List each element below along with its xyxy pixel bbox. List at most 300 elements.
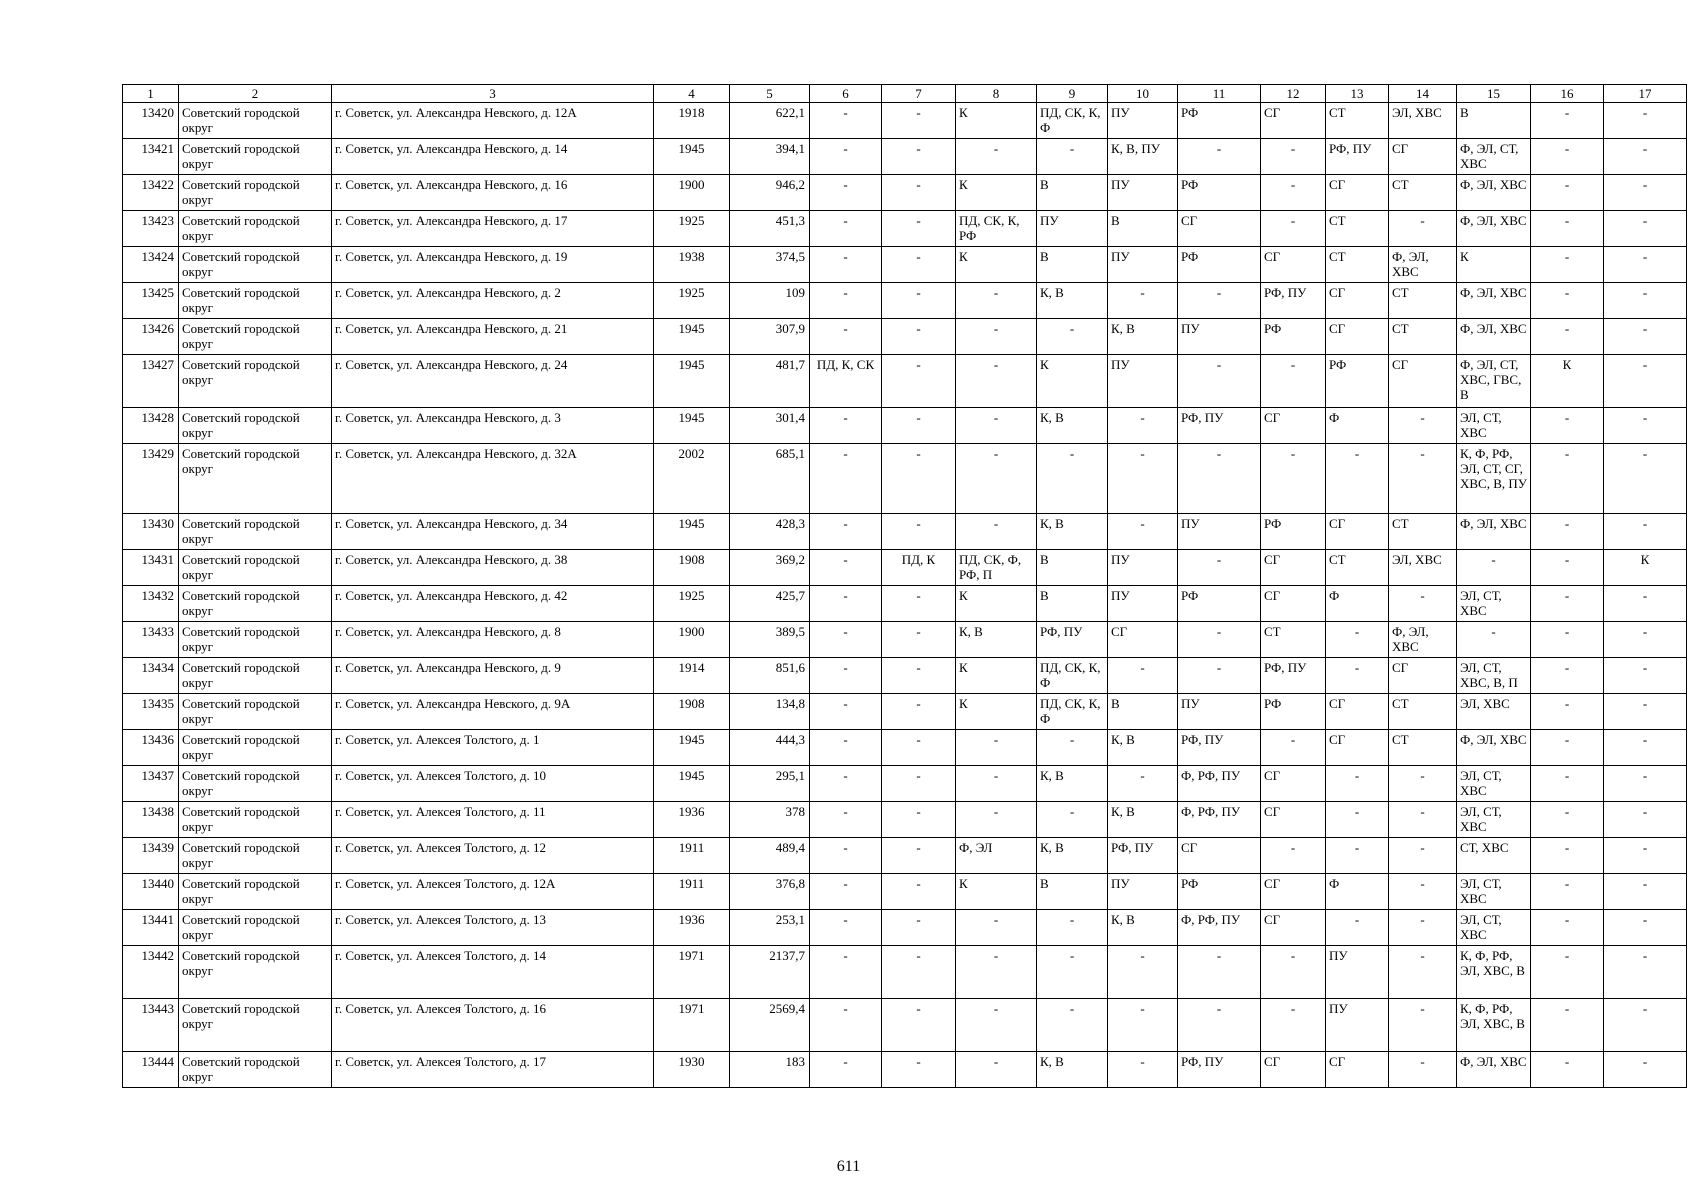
cell-col-7: -	[882, 730, 956, 766]
cell-municipality: Советский городской округ	[179, 658, 332, 694]
cell-col-15: К	[1457, 247, 1531, 283]
cell-col-16: -	[1531, 139, 1604, 175]
cell-col-12: РФ	[1261, 694, 1326, 730]
cell-col-14: -	[1389, 910, 1457, 946]
cell-municipality: Советский городской округ	[179, 550, 332, 586]
table-row	[123, 694, 1687, 730]
cell-col-13: СГ	[1326, 730, 1389, 766]
cell-col-14: -	[1389, 211, 1457, 247]
cell-col-7: -	[882, 319, 956, 355]
cell-col-16: -	[1531, 175, 1604, 211]
column-header-9: 9	[1037, 85, 1108, 103]
cell-municipality: Советский городской округ	[179, 730, 332, 766]
cell-col-11: ПУ	[1178, 514, 1261, 550]
cell-municipality: Советский городской округ	[179, 139, 332, 175]
cell-col-10: К, В	[1108, 730, 1178, 766]
cell-col-12: -	[1261, 444, 1326, 514]
cell-col-14: Ф, ЭЛ, ХВС	[1389, 622, 1457, 658]
cell-col-6: -	[810, 999, 882, 1052]
cell-col-6: -	[810, 139, 882, 175]
cell-col-14: СГ	[1389, 139, 1457, 175]
cell-col-16: -	[1531, 946, 1604, 999]
cell-col-16: -	[1531, 999, 1604, 1052]
cell-col-6: -	[810, 766, 882, 802]
cell-address: г. Советск, ул. Алексея Толстого, д. 14	[332, 946, 654, 999]
cell-col-10: -	[1108, 444, 1178, 514]
cell-area-sqm: 451,3	[730, 211, 810, 247]
table-row	[123, 910, 1687, 946]
cell-col-8: -	[956, 514, 1037, 550]
cell-col-11: РФ	[1178, 586, 1261, 622]
cell-col-16: -	[1531, 247, 1604, 283]
cell-col-8: -	[956, 139, 1037, 175]
cell-col-10: ПУ	[1108, 355, 1178, 408]
cell-col-6: -	[810, 730, 882, 766]
column-header-3: 3	[332, 85, 654, 103]
cell-col-6: -	[810, 910, 882, 946]
cell-col-6: -	[810, 550, 882, 586]
cell-col-6: -	[810, 514, 882, 550]
column-header-1: 1	[123, 85, 179, 103]
cell-area-sqm: 394,1	[730, 139, 810, 175]
cell-col-16: -	[1531, 514, 1604, 550]
cell-col-10: В	[1108, 694, 1178, 730]
cell-address: г. Советск, ул. Александра Невского, д. 32А	[332, 444, 654, 514]
cell-col-8: К, В	[956, 622, 1037, 658]
cell-area-sqm: 622,1	[730, 103, 810, 139]
cell-address: г. Советск, ул. Александра Невского, д. 14	[332, 139, 654, 175]
cell-col-17: -	[1604, 319, 1687, 355]
cell-col-14: -	[1389, 766, 1457, 802]
cell-col-10: ПУ	[1108, 874, 1178, 910]
cell-col-17: -	[1604, 802, 1687, 838]
cell-col-13: СГ	[1326, 1052, 1389, 1088]
cell-col-14: -	[1389, 1052, 1457, 1088]
cell-col-9: -	[1037, 444, 1108, 514]
cell-municipality: Советский городской округ	[179, 514, 332, 550]
cell-area-sqm: 374,5	[730, 247, 810, 283]
cell-area-sqm: 253,1	[730, 910, 810, 946]
cell-col-17: -	[1604, 211, 1687, 247]
cell-col-9: К, В	[1037, 408, 1108, 444]
cell-col-12: РФ	[1261, 319, 1326, 355]
cell-col-8: -	[956, 444, 1037, 514]
cell-col-10: -	[1108, 766, 1178, 802]
cell-year-built: 1918	[654, 103, 730, 139]
cell-col-8: -	[956, 408, 1037, 444]
cell-col-17: К	[1604, 550, 1687, 586]
cell-col-16: -	[1531, 658, 1604, 694]
cell-col-7: -	[882, 211, 956, 247]
cell-col-14: СТ	[1389, 319, 1457, 355]
cell-col-11: Ф, РФ, ПУ	[1178, 910, 1261, 946]
cell-col-12: СТ	[1261, 622, 1326, 658]
cell-address: г. Советск, ул. Алексея Толстого, д. 12	[332, 838, 654, 874]
cell-record-id: 13439	[123, 838, 179, 874]
cell-col-17: -	[1604, 694, 1687, 730]
cell-col-8: -	[956, 999, 1037, 1052]
cell-col-13: СГ	[1326, 319, 1389, 355]
cell-municipality: Советский городской округ	[179, 211, 332, 247]
cell-col-14: СГ	[1389, 355, 1457, 408]
cell-col-9: -	[1037, 999, 1108, 1052]
table-row	[123, 175, 1687, 211]
cell-area-sqm: 425,7	[730, 586, 810, 622]
column-header-17: 17	[1604, 85, 1687, 103]
cell-col-14: СТ	[1389, 694, 1457, 730]
cell-municipality: Советский городской округ	[179, 175, 332, 211]
cell-col-7: -	[882, 999, 956, 1052]
cell-col-13: РФ, ПУ	[1326, 139, 1389, 175]
cell-col-9: К, В	[1037, 1052, 1108, 1088]
cell-col-8: К	[956, 103, 1037, 139]
cell-address: г. Советск, ул. Алексея Толстого, д. 10	[332, 766, 654, 802]
cell-col-15: ЭЛ, СТ, ХВС	[1457, 910, 1531, 946]
register-sheet	[122, 84, 1666, 1088]
table-row	[123, 550, 1687, 586]
cell-year-built: 1945	[654, 139, 730, 175]
cell-col-10: ПУ	[1108, 247, 1178, 283]
table-row	[123, 247, 1687, 283]
cell-municipality: Советский городской округ	[179, 444, 332, 514]
cell-col-9: К, В	[1037, 514, 1108, 550]
cell-col-15: К, Ф, РФ, ЭЛ, ХВС, В	[1457, 999, 1531, 1052]
cell-col-17: -	[1604, 355, 1687, 408]
table-row	[123, 946, 1687, 999]
cell-area-sqm: 369,2	[730, 550, 810, 586]
table-row	[123, 103, 1687, 139]
cell-col-17: -	[1604, 514, 1687, 550]
cell-col-6: -	[810, 658, 882, 694]
cell-col-8: Ф, ЭЛ	[956, 838, 1037, 874]
cell-col-17: -	[1604, 730, 1687, 766]
cell-col-10: ПУ	[1108, 175, 1178, 211]
cell-record-id: 13425	[123, 283, 179, 319]
cell-col-12: -	[1261, 999, 1326, 1052]
cell-municipality: Советский городской округ	[179, 355, 332, 408]
cell-col-16: -	[1531, 1052, 1604, 1088]
cell-address: г. Советск, ул. Александра Невского, д. 17	[332, 211, 654, 247]
cell-col-14: -	[1389, 586, 1457, 622]
cell-col-14: СГ	[1389, 658, 1457, 694]
cell-col-12: -	[1261, 838, 1326, 874]
table-row	[123, 139, 1687, 175]
cell-address: г. Советск, ул. Александра Невского, д. 8	[332, 622, 654, 658]
cell-year-built: 1945	[654, 319, 730, 355]
cell-municipality: Советский городской округ	[179, 946, 332, 999]
cell-col-9: В	[1037, 247, 1108, 283]
cell-area-sqm: 378	[730, 802, 810, 838]
cell-col-13: Ф	[1326, 874, 1389, 910]
cell-address: г. Советск, ул. Александра Невского, д. 3	[332, 408, 654, 444]
cell-record-id: 13440	[123, 874, 179, 910]
cell-municipality: Советский городской округ	[179, 694, 332, 730]
cell-col-13: СТ	[1326, 211, 1389, 247]
cell-col-7: -	[882, 408, 956, 444]
column-header-7: 7	[882, 85, 956, 103]
column-header-2: 2	[179, 85, 332, 103]
cell-col-17: -	[1604, 766, 1687, 802]
cell-col-6: -	[810, 103, 882, 139]
cell-col-10: В	[1108, 211, 1178, 247]
cell-col-6: -	[810, 694, 882, 730]
cell-col-8: К	[956, 874, 1037, 910]
cell-col-12: РФ, ПУ	[1261, 283, 1326, 319]
cell-col-17: -	[1604, 247, 1687, 283]
cell-col-13: Ф	[1326, 586, 1389, 622]
cell-col-15: В	[1457, 103, 1531, 139]
cell-col-11: РФ, ПУ	[1178, 408, 1261, 444]
cell-col-11: Ф, РФ, ПУ	[1178, 766, 1261, 802]
cell-year-built: 1971	[654, 999, 730, 1052]
cell-col-9: -	[1037, 730, 1108, 766]
cell-year-built: 1908	[654, 550, 730, 586]
cell-col-10: К, В	[1108, 319, 1178, 355]
cell-col-15: Ф, ЭЛ, ХВС	[1457, 283, 1531, 319]
cell-col-12: -	[1261, 730, 1326, 766]
cell-col-17: -	[1604, 283, 1687, 319]
table-row	[123, 444, 1687, 514]
cell-col-15: Ф, ЭЛ, ХВС	[1457, 211, 1531, 247]
cell-col-8: -	[956, 283, 1037, 319]
cell-col-11: -	[1178, 946, 1261, 999]
cell-col-6: -	[810, 247, 882, 283]
cell-col-11: РФ	[1178, 247, 1261, 283]
cell-col-13: СГ	[1326, 694, 1389, 730]
cell-col-12: -	[1261, 175, 1326, 211]
cell-area-sqm: 2137,7	[730, 946, 810, 999]
cell-municipality: Советский городской округ	[179, 802, 332, 838]
cell-col-12: -	[1261, 139, 1326, 175]
cell-municipality: Советский городской округ	[179, 910, 332, 946]
cell-col-8: К	[956, 658, 1037, 694]
cell-col-11: -	[1178, 139, 1261, 175]
table-row	[123, 999, 1687, 1052]
cell-col-12: СГ	[1261, 550, 1326, 586]
cell-col-15: К, Ф, РФ, ЭЛ, СТ, СГ, ХВС, В, ПУ	[1457, 444, 1531, 514]
cell-col-15: Ф, ЭЛ, ХВС	[1457, 319, 1531, 355]
cell-col-7: -	[882, 247, 956, 283]
table-row	[123, 283, 1687, 319]
cell-record-id: 13423	[123, 211, 179, 247]
cell-col-6: -	[810, 622, 882, 658]
cell-col-12: СГ	[1261, 103, 1326, 139]
cell-col-13: СТ	[1326, 247, 1389, 283]
cell-area-sqm: 301,4	[730, 408, 810, 444]
buildings-table	[122, 84, 1687, 1088]
table-row	[123, 802, 1687, 838]
cell-col-13: ПУ	[1326, 946, 1389, 999]
cell-col-7: -	[882, 103, 956, 139]
cell-municipality: Советский городской округ	[179, 999, 332, 1052]
cell-col-9: В	[1037, 550, 1108, 586]
cell-col-10: К, В, ПУ	[1108, 139, 1178, 175]
table-row	[123, 514, 1687, 550]
cell-col-6: -	[810, 802, 882, 838]
cell-area-sqm: 134,8	[730, 694, 810, 730]
cell-col-7: -	[882, 658, 956, 694]
cell-col-17: -	[1604, 586, 1687, 622]
cell-col-15: ЭЛ, СТ, ХВС	[1457, 408, 1531, 444]
cell-year-built: 1900	[654, 622, 730, 658]
cell-col-14: -	[1389, 999, 1457, 1052]
cell-col-14: Ф, ЭЛ, ХВС	[1389, 247, 1457, 283]
cell-col-15: Ф, ЭЛ, СТ, ХВС	[1457, 139, 1531, 175]
cell-col-15: ЭЛ, СТ, ХВС	[1457, 874, 1531, 910]
cell-col-15: Ф, ЭЛ, ХВС	[1457, 175, 1531, 211]
cell-col-10: ПУ	[1108, 103, 1178, 139]
table-row	[123, 838, 1687, 874]
cell-col-13: -	[1326, 444, 1389, 514]
page-number: 611	[836, 1158, 861, 1175]
cell-col-14: -	[1389, 838, 1457, 874]
cell-col-12: -	[1261, 355, 1326, 408]
table-row	[123, 319, 1687, 355]
cell-record-id: 13433	[123, 622, 179, 658]
cell-address: г. Советск, ул. Алексея Толстого, д. 13	[332, 910, 654, 946]
table-row	[123, 211, 1687, 247]
cell-col-12: СГ	[1261, 910, 1326, 946]
cell-col-16: -	[1531, 802, 1604, 838]
cell-record-id: 13431	[123, 550, 179, 586]
cell-col-14: -	[1389, 802, 1457, 838]
cell-col-17: -	[1604, 408, 1687, 444]
cell-col-10: -	[1108, 514, 1178, 550]
cell-col-14: СТ	[1389, 514, 1457, 550]
cell-col-9: -	[1037, 946, 1108, 999]
cell-col-7: -	[882, 139, 956, 175]
cell-area-sqm: 685,1	[730, 444, 810, 514]
cell-col-6: ПД, К, СК	[810, 355, 882, 408]
cell-address: г. Советск, ул. Александра Невского, д. 42	[332, 586, 654, 622]
cell-col-9: К, В	[1037, 838, 1108, 874]
cell-col-12: СГ	[1261, 1052, 1326, 1088]
cell-year-built: 1945	[654, 355, 730, 408]
cell-col-12: СГ	[1261, 766, 1326, 802]
cell-col-14: СТ	[1389, 283, 1457, 319]
cell-municipality: Советский городской округ	[179, 103, 332, 139]
cell-col-14: СТ	[1389, 175, 1457, 211]
cell-col-16: -	[1531, 730, 1604, 766]
cell-col-17: -	[1604, 622, 1687, 658]
cell-record-id: 13421	[123, 139, 179, 175]
cell-col-9: В	[1037, 586, 1108, 622]
cell-area-sqm: 307,9	[730, 319, 810, 355]
cell-col-9: К	[1037, 355, 1108, 408]
cell-col-11: ПУ	[1178, 319, 1261, 355]
cell-col-7: -	[882, 355, 956, 408]
cell-col-13: СГ	[1326, 283, 1389, 319]
column-number-header	[123, 85, 1687, 103]
cell-col-6: -	[810, 838, 882, 874]
cell-col-10: РФ, ПУ	[1108, 838, 1178, 874]
cell-col-6: -	[810, 283, 882, 319]
cell-col-8: К	[956, 694, 1037, 730]
cell-area-sqm: 481,7	[730, 355, 810, 408]
cell-col-17: -	[1604, 658, 1687, 694]
cell-col-16: -	[1531, 550, 1604, 586]
cell-col-15: ЭЛ, СТ, ХВС	[1457, 802, 1531, 838]
cell-col-16: -	[1531, 874, 1604, 910]
cell-col-7: -	[882, 838, 956, 874]
cell-record-id: 13427	[123, 355, 179, 408]
cell-col-11: -	[1178, 999, 1261, 1052]
cell-col-15: Ф, ЭЛ, СТ, ХВС, ГВС, В	[1457, 355, 1531, 408]
column-header-16: 16	[1531, 85, 1604, 103]
cell-col-10: -	[1108, 946, 1178, 999]
cell-col-13: ПУ	[1326, 999, 1389, 1052]
cell-year-built: 1945	[654, 766, 730, 802]
cell-col-6: -	[810, 408, 882, 444]
cell-col-9: -	[1037, 910, 1108, 946]
cell-col-13: -	[1326, 766, 1389, 802]
cell-col-8: -	[956, 319, 1037, 355]
cell-col-11: -	[1178, 658, 1261, 694]
cell-address: г. Советск, ул. Александра Невского, д. 9А	[332, 694, 654, 730]
cell-col-7: -	[882, 586, 956, 622]
cell-year-built: 1938	[654, 247, 730, 283]
cell-col-10: -	[1108, 1052, 1178, 1088]
cell-col-13: СГ	[1326, 175, 1389, 211]
column-header-12: 12	[1261, 85, 1326, 103]
cell-address: г. Советск, ул. Александра Невского, д. 12А	[332, 103, 654, 139]
cell-col-7: -	[882, 283, 956, 319]
cell-col-13: РФ	[1326, 355, 1389, 408]
cell-col-10: К, В	[1108, 910, 1178, 946]
cell-municipality: Советский городской округ	[179, 622, 332, 658]
cell-col-8: К	[956, 175, 1037, 211]
column-header-14: 14	[1389, 85, 1457, 103]
cell-col-7: -	[882, 946, 956, 999]
cell-col-7: -	[882, 694, 956, 730]
table-row	[123, 874, 1687, 910]
cell-col-17: -	[1604, 1052, 1687, 1088]
cell-col-17: -	[1604, 103, 1687, 139]
cell-col-12: СГ	[1261, 586, 1326, 622]
cell-col-12: СГ	[1261, 874, 1326, 910]
cell-col-14: -	[1389, 408, 1457, 444]
cell-col-10: ПУ	[1108, 586, 1178, 622]
cell-col-7: ПД, К	[882, 550, 956, 586]
cell-col-15: ЭЛ, ХВС	[1457, 694, 1531, 730]
cell-col-8: -	[956, 1052, 1037, 1088]
cell-col-16: -	[1531, 766, 1604, 802]
cell-col-9: -	[1037, 319, 1108, 355]
cell-col-9: ПД, СК, К, Ф	[1037, 694, 1108, 730]
cell-year-built: 1911	[654, 838, 730, 874]
cell-address: г. Советск, ул. Александра Невского, д. 16	[332, 175, 654, 211]
cell-record-id: 13426	[123, 319, 179, 355]
column-header-15: 15	[1457, 85, 1531, 103]
cell-col-10: -	[1108, 658, 1178, 694]
cell-address: г. Советск, ул. Алексея Толстого, д. 16	[332, 999, 654, 1052]
cell-col-6: -	[810, 175, 882, 211]
cell-col-8: ПД, СК, К, РФ	[956, 211, 1037, 247]
table-row	[123, 355, 1687, 408]
cell-col-14: -	[1389, 946, 1457, 999]
cell-col-15: ЭЛ, СТ, ХВС	[1457, 586, 1531, 622]
cell-address: г. Советск, ул. Александра Невского, д. 24	[332, 355, 654, 408]
cell-area-sqm: 428,3	[730, 514, 810, 550]
cell-address: г. Советск, ул. Алексея Толстого, д. 17	[332, 1052, 654, 1088]
cell-address: г. Советск, ул. Александра Невского, д. 38	[332, 550, 654, 586]
cell-col-16: -	[1531, 910, 1604, 946]
cell-year-built: 1900	[654, 175, 730, 211]
cell-col-11: РФ, ПУ	[1178, 1052, 1261, 1088]
cell-col-9: К, В	[1037, 766, 1108, 802]
cell-col-9: К, В	[1037, 283, 1108, 319]
cell-col-11: ПУ	[1178, 694, 1261, 730]
